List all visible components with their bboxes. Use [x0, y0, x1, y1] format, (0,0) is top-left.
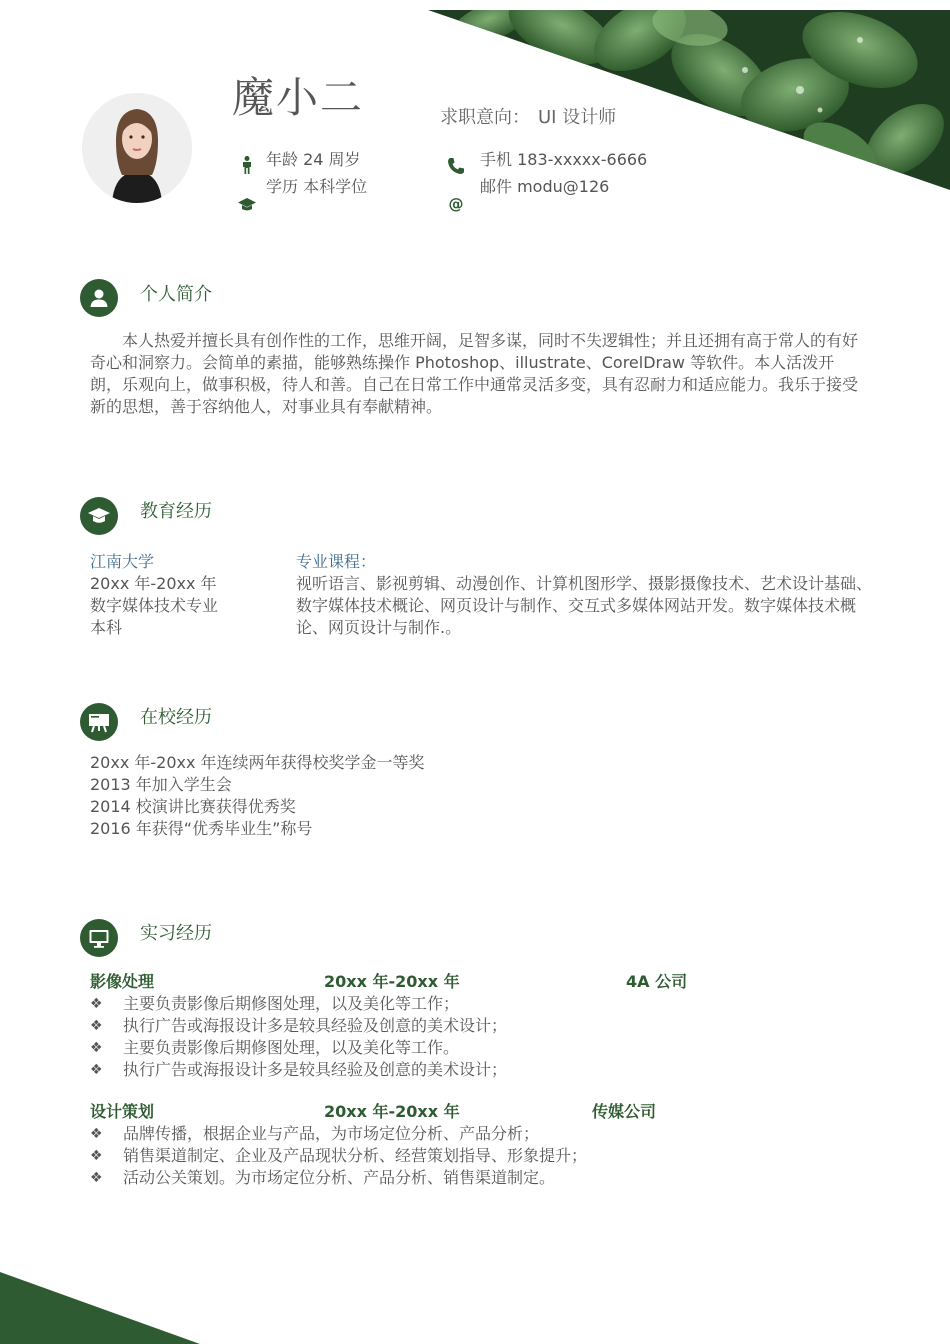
- bullet-diamond-icon: ❖: [90, 1170, 103, 1186]
- job-duty-list: [90, 993, 507, 1081]
- bullet-diamond-icon: ❖: [90, 1018, 103, 1034]
- avatar: [82, 93, 192, 203]
- job-company: 传媒公司: [592, 1102, 657, 1121]
- bottom-corner-decoration: [0, 1250, 950, 1344]
- job-company: 4A 公司: [626, 972, 688, 991]
- section-title-campus: 在校经历: [140, 707, 212, 728]
- job-duty-text: 执行广告或海报设计多是较具经验及创意的美术设计；: [123, 1016, 508, 1035]
- job-duty-item: [90, 1123, 587, 1145]
- job-duty-list: [90, 1123, 587, 1189]
- at-sign-icon: [446, 194, 466, 214]
- job-duty-item: [90, 1059, 507, 1081]
- section-title-education: 教育经历: [140, 501, 212, 522]
- job-duty-text: 主要负责影像后期修图处理，以及美化等工作；: [123, 994, 460, 1013]
- bullet-diamond-icon: ❖: [90, 996, 103, 1012]
- job-duty-text: 品牌传播，根据企业与产品，为市场定位分析、产品分析；: [123, 1124, 540, 1143]
- bullet-diamond-icon: ❖: [90, 1126, 103, 1142]
- school-major: 数字媒体技术专业: [90, 596, 219, 615]
- job-duty-text: 主要负责影像后期修图处理，以及美化等工作。: [123, 1038, 460, 1057]
- job-target-label: 求职意向：: [440, 107, 530, 128]
- intro-paragraph: 本人热爱并擅长具有创作性的工作，思维开阔，足智多谋，同时不失逻辑性；并且还拥有高于常人的有好奇心和洞察力。会简单的素描，能够熟练操作 Photoshop、illustrate、CorelDraw 等软件。本人活泼开朗，乐观向上，做事积极，待人和善。自己在日常工作中通常灵活多变，具有忍耐力和适应能力。我乐于接受新的思想，善于容纳他人，对事业具有奉献精神。: [90, 331, 859, 416]
- section-icon-internship: [80, 919, 118, 957]
- campus-list: [90, 752, 690, 840]
- job-duty-item: [90, 1167, 587, 1189]
- job-period: 20xx 年-20xx 年: [324, 972, 460, 991]
- graduation-cap-icon: [237, 194, 257, 214]
- section-icon-campus: [80, 703, 118, 741]
- user-icon: [87, 286, 111, 310]
- presentation-board-icon: [87, 710, 111, 734]
- candidate-name: 魔小二: [232, 73, 365, 122]
- job-target: [440, 106, 616, 130]
- school-degree: 本科: [90, 618, 123, 637]
- job-duty-item: [90, 1145, 587, 1167]
- job-duty-item: [90, 993, 507, 1015]
- graduation-cap-icon: [87, 504, 111, 528]
- job-duty-text: 活动公关策划。为市场定位分析、产品分析、销售渠道制定。: [123, 1168, 556, 1187]
- section-title-internship: 实习经历: [140, 923, 212, 944]
- portrait-photo: [82, 93, 192, 203]
- campus-item: 20xx 年-20xx 年连续两年获得校奖学金一等奖: [90, 753, 425, 772]
- section-title-intro: 个人简介: [140, 284, 212, 305]
- education-text: 学历 本科学位: [266, 177, 368, 196]
- job-duty-text: 销售渠道制定、企业及产品现状分析、经营策划指导、形象提升；: [123, 1146, 588, 1165]
- job-role: 影像处理: [90, 972, 155, 991]
- age-text: 年龄 24 周岁: [266, 150, 361, 169]
- bullet-diamond-icon: ❖: [90, 1148, 103, 1164]
- email-text: 邮件 modu@126: [480, 177, 610, 196]
- campus-item: 2013 年加入学生会: [90, 775, 232, 794]
- courses-label: 专业课程：: [296, 552, 377, 571]
- job-target-value: UI 设计师: [538, 107, 617, 128]
- education-school-block: [90, 551, 290, 639]
- monitor-icon: [87, 926, 111, 950]
- intro-text: [90, 330, 865, 418]
- job-role: 设计策划: [90, 1102, 155, 1121]
- school-name: 江南大学: [90, 552, 155, 571]
- education-courses-block: [296, 551, 874, 639]
- svg-text:@: @: [448, 195, 464, 213]
- phone-icon: [446, 156, 466, 176]
- bullet-diamond-icon: ❖: [90, 1062, 103, 1078]
- campus-item: 2016 年获得“优秀毕业生”称号: [90, 819, 313, 838]
- section-icon-education: [80, 497, 118, 535]
- job-period: 20xx 年-20xx 年: [324, 1102, 460, 1121]
- phone-text: 手机 183-xxxxx-6666: [480, 150, 648, 169]
- section-icon-intro: [80, 279, 118, 317]
- school-period: 20xx 年-20xx 年: [90, 574, 217, 593]
- job-duty-item: [90, 1037, 507, 1059]
- campus-item: 2014 校演讲比赛获得优秀奖: [90, 797, 296, 816]
- courses-text: 视听语言、影视剪辑、动漫创作、计算机图形学、摄影摄像技术、艺术设计基础、数字媒体技术概论、网页设计与制作、交互式多媒体网站开发。数字媒体技术概论、网页设计与制作.。: [296, 574, 873, 637]
- person-icon: [237, 155, 257, 175]
- bullet-diamond-icon: ❖: [90, 1040, 103, 1056]
- job-duty-item: [90, 1015, 507, 1037]
- job-duty-text: 执行广告或海报设计多是较具经验及创意的美术设计；: [123, 1060, 508, 1079]
